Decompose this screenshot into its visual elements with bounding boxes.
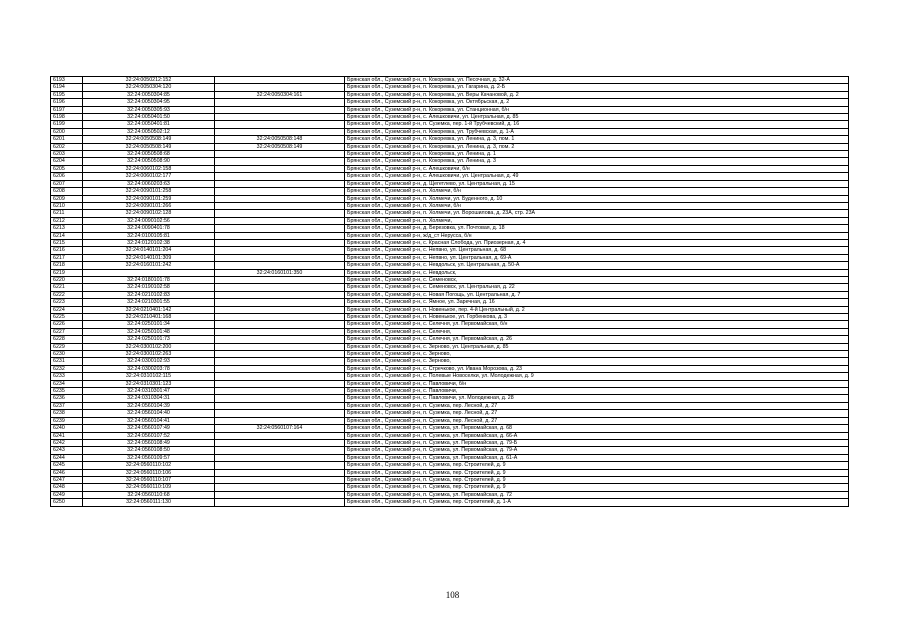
row-number-cell: 6221 [51, 284, 83, 291]
row-number-cell: 6231 [51, 358, 83, 365]
cadastral-number-cell: 32:24:0060102:158 [83, 165, 215, 172]
cadastral-number-cell: 32:24:0090102:56 [83, 217, 215, 224]
row-number-cell: 6212 [51, 217, 83, 224]
address-cell: Брянская обл., Суземский р-н, п. Холмечи, ул. Ворошилова, д. 23А, стр. 23А [345, 210, 849, 217]
table-row [51, 402, 849, 409]
table-row [51, 239, 849, 246]
cadastral-number-cell: 32:24:0250101:73 [83, 336, 215, 343]
table-row [51, 276, 849, 283]
address-cell: Брянская обл., Суземский р-н, п. Кокоревка, ул. Трубчевская, д. 1-А [345, 128, 849, 135]
address-cell: Брянская обл., Суземский р-н, п. Суземка, пер. Строителей, д. 9 [345, 462, 849, 469]
row-number-cell: 6215 [51, 239, 83, 246]
cadastral-number-cell: 32:24:0300102:93 [83, 358, 215, 365]
row-number-cell: 6232 [51, 365, 83, 372]
address-cell: Брянская обл., Суземский р-н, с. Непвно, ул. Центральная, д. 68 [345, 247, 849, 254]
table-row [51, 136, 849, 143]
cadastral-number-cell: 32:24:0210401:168 [83, 314, 215, 321]
address-cell: Брянская обл., Суземский р-н, п. Суземка, пер. 1-й Трубчевский, д. 16 [345, 121, 849, 128]
row-number-cell: 6222 [51, 291, 83, 298]
related-cadastral-number-cell [215, 106, 345, 113]
related-cadastral-number-cell [215, 343, 345, 350]
address-cell: Брянская обл., Суземский р-н, п. Суземка, пер. Лесной, д. 27 [345, 410, 849, 417]
cadastral-number-cell: 32:24:0190102:58 [83, 284, 215, 291]
address-cell: Брянская обл., Суземский р-н, с. Зерново, ул. Центральная, д. 85 [345, 343, 849, 350]
cadastral-number-cell: 32:24:0100105:81 [83, 232, 215, 239]
row-number-cell: 6194 [51, 84, 83, 91]
row-number-cell: 6209 [51, 195, 83, 202]
registry-table [50, 76, 849, 507]
related-cadastral-number-cell [215, 417, 345, 424]
address-cell: Брянская обл., Суземский р-н, п. Суземка, ул. Первомайская, д. 79-Б [345, 439, 849, 446]
address-cell: Брянская обл., Суземский р-н, п. Холмечи, б/н [345, 188, 849, 195]
address-cell: Брянская обл., Суземский р-н, п. Суземка, ул. Первомайская, д. 66-А [345, 432, 849, 439]
row-number-cell: 6240 [51, 425, 83, 432]
table-row [51, 454, 849, 461]
related-cadastral-number-cell [215, 121, 345, 128]
cadastral-number-cell: 32:24:0050304:95 [83, 99, 215, 106]
row-number-cell: 6198 [51, 114, 83, 121]
cadastral-number-cell: 32:24:0300102:200 [83, 343, 215, 350]
table-row [51, 432, 849, 439]
address-cell: Брянская обл., Суземский р-н, п. Кокоревка, ул. Веры Качановой, д. 2 [345, 91, 849, 98]
related-cadastral-number-cell [215, 151, 345, 158]
related-cadastral-number-cell [215, 373, 345, 380]
related-cadastral-number-cell [215, 439, 345, 446]
address-cell: Брянская обл., Суземский р-н, с. Невдольск, [345, 269, 849, 276]
cadastral-number-cell: 32:24:0050508:68 [83, 151, 215, 158]
row-number-cell: 6205 [51, 165, 83, 172]
table-row [51, 188, 849, 195]
table-row [51, 151, 849, 158]
related-cadastral-number-cell [215, 499, 345, 506]
address-cell: Брянская обл., Суземский р-н, п. Суземка, ул. Первомайская, д. 68 [345, 425, 849, 432]
address-cell: Брянская обл., Суземский р-н, п. Кокоревка, ул. Ленина, д. 3, пом. 2 [345, 143, 849, 150]
related-cadastral-number-cell [215, 484, 345, 491]
table-row [51, 417, 849, 424]
table-row [51, 328, 849, 335]
related-cadastral-number-cell [215, 225, 345, 232]
address-cell: Брянская обл., Суземский р-н, п. Холмечи, [345, 217, 849, 224]
related-cadastral-number-cell [215, 99, 345, 106]
address-cell: Брянская обл., Суземский р-н, с. Зерново, [345, 358, 849, 365]
row-number-cell: 6229 [51, 343, 83, 350]
cadastral-number-cell: 32:24:0180101:78 [83, 276, 215, 283]
address-cell: Брянская обл., Суземский р-н, с. Стречково, ул. Ивана Морозова, д. 23 [345, 365, 849, 372]
related-cadastral-number-cell [215, 328, 345, 335]
cadastral-number-cell: 32:24:0310304:31 [83, 395, 215, 402]
table-row [51, 380, 849, 387]
address-cell: Брянская обл., Суземский р-н, п. Кокоревка, ул. Октябрьская, д. 2 [345, 99, 849, 106]
address-cell: Брянская обл., Суземский р-н, с. Непвно, ул. Центральная, д. 69-А [345, 254, 849, 261]
row-number-cell: 6214 [51, 232, 83, 239]
row-number-cell: 6248 [51, 484, 83, 491]
cadastral-number-cell: 32:24:0090401:78 [83, 225, 215, 232]
cadastral-number-cell: 32:24:0560108:49 [83, 439, 215, 446]
cadastral-number-cell: 32:24:0210301:55 [83, 299, 215, 306]
table-row [51, 165, 849, 172]
row-number-cell: 6211 [51, 210, 83, 217]
table-row [51, 143, 849, 150]
related-cadastral-number-cell [215, 114, 345, 121]
table-row [51, 269, 849, 276]
row-number-cell: 6202 [51, 143, 83, 150]
cadastral-number-cell: 32:24:0560110:109 [83, 484, 215, 491]
row-number-cell: 6206 [51, 173, 83, 180]
address-cell: Брянская обл., Суземский р-н, с. Семеновск, ул. Центральная, д. 22 [345, 284, 849, 291]
table-row [51, 476, 849, 483]
address-cell: Брянская обл., Суземский р-н, п. Новенькое, ул. Горбенкова, д. 3 [345, 314, 849, 321]
address-cell: Брянская обл., Суземский р-н, п. Суземка, ул. Первомайская, д. 61-А [345, 454, 849, 461]
row-number-cell: 6204 [51, 158, 83, 165]
cadastral-number-cell: 32:24:0560110:102 [83, 462, 215, 469]
address-cell: Брянская обл., Суземский р-н, с. Селечня, ул. Первомайская, д. 26 [345, 336, 849, 343]
row-number-cell: 6213 [51, 225, 83, 232]
row-number-cell: 6218 [51, 262, 83, 269]
address-cell: Брянская обл., Суземский р-н, с. Селечня, [345, 328, 849, 335]
table-row [51, 351, 849, 358]
row-number-cell: 6242 [51, 439, 83, 446]
address-cell: Брянская обл., Суземский р-н, п. Суземка, пер. Строителей, д. 1-А [345, 499, 849, 506]
related-cadastral-number-cell [215, 469, 345, 476]
related-cadastral-number-cell [215, 380, 345, 387]
row-number-cell: 6193 [51, 77, 83, 84]
row-number-cell: 6208 [51, 188, 83, 195]
related-cadastral-number-cell [215, 402, 345, 409]
row-number-cell: 6210 [51, 202, 83, 209]
related-cadastral-number-cell [215, 128, 345, 135]
registry-table-body [51, 77, 849, 507]
related-cadastral-number-cell [215, 210, 345, 217]
address-cell: Брянская обл., Суземский р-н, с. Полевые Новоселки, ул. Молодежная, д. 9 [345, 373, 849, 380]
related-cadastral-number-cell: 32:24:0560107:164 [215, 425, 345, 432]
related-cadastral-number-cell [215, 217, 345, 224]
row-number-cell: 6230 [51, 351, 83, 358]
row-number-cell: 6224 [51, 306, 83, 313]
row-number-cell: 6246 [51, 469, 83, 476]
address-cell: Брянская обл., Суземский р-н, с. Алешковичи, ул. Центральная, д. 49 [345, 173, 849, 180]
related-cadastral-number-cell [215, 299, 345, 306]
related-cadastral-number-cell [215, 284, 345, 291]
address-cell: Брянская обл., Суземский р-н, п. Суземка, ул. Первомайская, д. 72 [345, 491, 849, 498]
related-cadastral-number-cell [215, 454, 345, 461]
row-number-cell: 6238 [51, 410, 83, 417]
cadastral-number-cell: 32:24:0310301:123 [83, 380, 215, 387]
address-cell: Брянская обл., Суземский р-н, с. Павловичи, [345, 388, 849, 395]
address-cell: Брянская обл., Суземский р-н, с. Зерново, [345, 351, 849, 358]
related-cadastral-number-cell: 32:24:0050304:161 [215, 91, 345, 98]
table-row [51, 195, 849, 202]
row-number-cell: 6243 [51, 447, 83, 454]
row-number-cell: 6247 [51, 476, 83, 483]
row-number-cell: 6236 [51, 395, 83, 402]
table-row [51, 425, 849, 432]
address-cell: Брянская обл., Суземский р-н, д. Березовка, ул. Почтовая, д. 18 [345, 225, 849, 232]
address-cell: Брянская обл., Суземский р-н, с. Алешковичи, ул. Центральная, д. 85 [345, 114, 849, 121]
cadastral-number-cell [83, 269, 215, 276]
address-cell: Брянская обл., Суземский р-н, п. Суземка, пер. Строителей, д. 9 [345, 469, 849, 476]
table-row [51, 299, 849, 306]
cadastral-number-cell: 32:24:0560104:41 [83, 417, 215, 424]
address-cell: Брянская обл., Суземский р-н, п. Кокоревка, ул. Ленина, д. 3 [345, 158, 849, 165]
table-row [51, 114, 849, 121]
table-row [51, 358, 849, 365]
related-cadastral-number-cell [215, 432, 345, 439]
cadastral-number-cell: 32:24:0560107:49 [83, 425, 215, 432]
address-cell: Брянская обл., Суземский р-н, п. Кокоревка, ул. Гагарина, д. 2-Б [345, 84, 849, 91]
related-cadastral-number-cell [215, 180, 345, 187]
row-number-cell: 6216 [51, 247, 83, 254]
table-row [51, 447, 849, 454]
table-row [51, 232, 849, 239]
address-cell: Брянская обл., Суземский р-н, п. Кокоревка, ул. Ленина, д. 3, пом. 1 [345, 136, 849, 143]
table-row [51, 491, 849, 498]
row-number-cell: 6200 [51, 128, 83, 135]
table-row [51, 247, 849, 254]
related-cadastral-number-cell: 32:24:0050508:149 [215, 143, 345, 150]
table-row [51, 84, 849, 91]
related-cadastral-number-cell [215, 202, 345, 209]
address-cell: Брянская обл., Суземский р-н, п. Кокоревка, ул. Станционная, б/н [345, 106, 849, 113]
table-row [51, 373, 849, 380]
cadastral-number-cell: 32:24:0560108:50 [83, 447, 215, 454]
row-number-cell: 6197 [51, 106, 83, 113]
cadastral-number-cell: 32:24:0090101:258 [83, 188, 215, 195]
table-row [51, 410, 849, 417]
table-row [51, 180, 849, 187]
cadastral-number-cell: 32:24:0050508:149 [83, 143, 215, 150]
row-number-cell: 6196 [51, 99, 83, 106]
table-row [51, 262, 849, 269]
cadastral-number-cell: 32:24:0310301:47 [83, 388, 215, 395]
address-cell: Брянская обл., Суземский р-н, с. Невдольск, ул. Центральная, д. 50-А [345, 262, 849, 269]
related-cadastral-number-cell [215, 77, 345, 84]
address-cell: Брянская обл., Суземский р-н, ж/д_ст Неруссa, б/н [345, 232, 849, 239]
table-row [51, 91, 849, 98]
table-row [51, 365, 849, 372]
related-cadastral-number-cell [215, 232, 345, 239]
table-row [51, 106, 849, 113]
related-cadastral-number-cell [215, 262, 345, 269]
row-number-cell: 6235 [51, 388, 83, 395]
cadastral-number-cell: 32:24:0250101:34 [83, 321, 215, 328]
table-row [51, 388, 849, 395]
cadastral-number-cell: 32:24:0560110:68 [83, 491, 215, 498]
cadastral-number-cell: 32:24:0560109:57 [83, 454, 215, 461]
address-cell: Брянская обл., Суземский р-н, с. Павловичи, б/н [345, 380, 849, 387]
row-number-cell: 6245 [51, 462, 83, 469]
address-cell: Брянская обл., Суземский р-н, с. Селечня, ул. Первомайская, б/н [345, 321, 849, 328]
table-row [51, 499, 849, 506]
cadastral-number-cell: 32:24:0050401:81 [83, 121, 215, 128]
table-row [51, 173, 849, 180]
related-cadastral-number-cell [215, 491, 345, 498]
cadastral-number-cell: 32:24:0050304:120 [83, 84, 215, 91]
row-number-cell: 6195 [51, 91, 83, 98]
related-cadastral-number-cell [215, 239, 345, 246]
related-cadastral-number-cell [215, 195, 345, 202]
related-cadastral-number-cell [215, 188, 345, 195]
table-row [51, 158, 849, 165]
cadastral-number-cell: 32:24:0050508:90 [83, 158, 215, 165]
address-cell: Брянская обл., Суземский р-н, п. Кокоревка, ул. Ленина, д. 1 [345, 151, 849, 158]
cadastral-number-cell: 32:24:0300102:263 [83, 351, 215, 358]
related-cadastral-number-cell [215, 447, 345, 454]
table-row [51, 439, 849, 446]
related-cadastral-number-cell [215, 358, 345, 365]
related-cadastral-number-cell [215, 276, 345, 283]
related-cadastral-number-cell [215, 336, 345, 343]
table-row [51, 99, 849, 106]
related-cadastral-number-cell [215, 365, 345, 372]
related-cadastral-number-cell [215, 388, 345, 395]
cadastral-number-cell: 32:24:0210401:142 [83, 306, 215, 313]
table-row [51, 484, 849, 491]
cadastral-number-cell: 32:24:0210102:83 [83, 291, 215, 298]
row-number-cell: 6227 [51, 328, 83, 335]
cadastral-number-cell: 32:24:0250101:48 [83, 328, 215, 335]
cadastral-number-cell: 32:24:0300203:78 [83, 365, 215, 372]
table-row [51, 395, 849, 402]
cadastral-number-cell: 32:24:0140101:204 [83, 247, 215, 254]
row-number-cell: 6228 [51, 336, 83, 343]
cadastral-number-cell: 32:24:0120102:38 [83, 239, 215, 246]
related-cadastral-number-cell [215, 165, 345, 172]
row-number-cell: 6250 [51, 499, 83, 506]
row-number-cell: 6220 [51, 276, 83, 283]
cadastral-number-cell: 32:24:0050401:50 [83, 114, 215, 121]
table-row [51, 77, 849, 84]
row-number-cell: 6239 [51, 417, 83, 424]
cadastral-number-cell: 32:24:0060102:177 [83, 173, 215, 180]
row-number-cell: 6219 [51, 269, 83, 276]
cadastral-number-cell: 32:24:0050304:85 [83, 91, 215, 98]
row-number-cell: 6233 [51, 373, 83, 380]
related-cadastral-number-cell [215, 291, 345, 298]
related-cadastral-number-cell [215, 462, 345, 469]
related-cadastral-number-cell: 32:24:0050508:148 [215, 136, 345, 143]
address-cell: Брянская обл., Суземский р-н, с. Павловичи, ул. Молодежная, д. 28 [345, 395, 849, 402]
address-cell: Брянская обл., Суземский р-н, п. Суземка, пер. Строителей, д. 9 [345, 476, 849, 483]
address-cell: Брянская обл., Суземский р-н, п. Суземка, пер. Строителей, д. 9 [345, 484, 849, 491]
cadastral-number-cell: 32:24:0560110:106 [83, 469, 215, 476]
address-cell: Брянская обл., Суземский р-н, д. Щегетлево, ул. Центральная, д. 15 [345, 180, 849, 187]
address-cell: Брянская обл., Суземский р-н, с. Красная Слобода, ул. Приозерная, д. 4 [345, 239, 849, 246]
row-number-cell: 6201 [51, 136, 83, 143]
table-row [51, 306, 849, 313]
row-number-cell: 6226 [51, 321, 83, 328]
row-number-cell: 6237 [51, 402, 83, 409]
cadastral-number-cell: 32:24:0090101:259 [83, 195, 215, 202]
row-number-cell: 6225 [51, 314, 83, 321]
row-number-cell: 6199 [51, 121, 83, 128]
address-cell: Брянская обл., Суземский р-н, п. Новенькое, пер. 4-й Центральный, д. 2 [345, 306, 849, 313]
page-number: 108 [445, 590, 460, 600]
related-cadastral-number-cell [215, 84, 345, 91]
row-number-cell: 6217 [51, 254, 83, 261]
table-row [51, 217, 849, 224]
table-row [51, 210, 849, 217]
table-row [51, 343, 849, 350]
related-cadastral-number-cell [215, 395, 345, 402]
cadastral-number-cell: 32:24:0050502:12 [83, 128, 215, 135]
row-number-cell: 6203 [51, 151, 83, 158]
cadastral-number-cell: 32:24:0310102:115 [83, 373, 215, 380]
related-cadastral-number-cell [215, 254, 345, 261]
row-number-cell: 6249 [51, 491, 83, 498]
cadastral-number-cell: 32:24:0090102:128 [83, 210, 215, 217]
cadastral-number-cell: 32:24:0050508:149 [83, 136, 215, 143]
row-number-cell: 6244 [51, 454, 83, 461]
related-cadastral-number-cell [215, 314, 345, 321]
related-cadastral-number-cell [215, 306, 345, 313]
cadastral-number-cell: 32:24:0160101:242 [83, 262, 215, 269]
cadastral-number-cell: 32:24:0090101:266 [83, 202, 215, 209]
table-row [51, 291, 849, 298]
address-cell: Брянская обл., Суземский р-н, п. Суземка, пер. Лесной, д. 27 [345, 417, 849, 424]
table-row [51, 462, 849, 469]
address-cell: Брянская обл., Суземский р-н, п. Холмечи, ул. Буденного, д. 10 [345, 195, 849, 202]
related-cadastral-number-cell: 32:24:0160101:350 [215, 269, 345, 276]
cadastral-number-cell: 32:24:0560111:130 [83, 499, 215, 506]
related-cadastral-number-cell [215, 158, 345, 165]
row-number-cell: 6207 [51, 180, 83, 187]
cadastral-number-cell: 32:24:0560104:39 [83, 402, 215, 409]
cadastral-number-cell: 32:24:0050305:93 [83, 106, 215, 113]
table-row [51, 314, 849, 321]
cadastral-number-cell: 32:24:0560107:52 [83, 432, 215, 439]
table-row [51, 469, 849, 476]
cadastral-number-cell: 32:24:0060203:63 [83, 180, 215, 187]
table-row [51, 202, 849, 209]
table-row [51, 128, 849, 135]
row-number-cell: 6223 [51, 299, 83, 306]
table-row [51, 225, 849, 232]
address-cell: Брянская обл., Суземский р-н, с. Семеновск, [345, 276, 849, 283]
cadastral-number-cell: 32:24:0140101:309 [83, 254, 215, 261]
row-number-cell: 6241 [51, 432, 83, 439]
related-cadastral-number-cell [215, 321, 345, 328]
cadastral-number-cell: 32:24:0560104:40 [83, 410, 215, 417]
row-number-cell: 6234 [51, 380, 83, 387]
table-row [51, 336, 849, 343]
related-cadastral-number-cell [215, 351, 345, 358]
address-cell: Брянская обл., Суземский р-н, п. Холмечи, б/н [345, 202, 849, 209]
related-cadastral-number-cell [215, 410, 345, 417]
related-cadastral-number-cell [215, 173, 345, 180]
address-cell: Брянская обл., Суземский р-н, с. Алешковичи, б/н [345, 165, 849, 172]
table-row [51, 321, 849, 328]
related-cadastral-number-cell [215, 247, 345, 254]
table-row [51, 284, 849, 291]
address-cell: Брянская обл., Суземский р-н, п. Суземка, пер. Лесной, д. 27 [345, 402, 849, 409]
cadastral-number-cell: 32:24:0050212:152 [83, 77, 215, 84]
address-cell: Брянская обл., Суземский р-н, с. Новая Погощь, ул. Центральная, д. 7 [345, 291, 849, 298]
cadastral-number-cell: 32:24:0560110:107 [83, 476, 215, 483]
table-row [51, 121, 849, 128]
address-cell: Брянская обл., Суземский р-н, с. Ямное, ул. Заречная, д. 16 [345, 299, 849, 306]
related-cadastral-number-cell [215, 476, 345, 483]
table-row [51, 254, 849, 261]
address-cell: Брянская обл., Суземский р-н, п. Суземка, ул. Первомайская, д. 79-А [345, 447, 849, 454]
address-cell: Брянская обл., Суземский р-н, п. Кокоревка, ул. Песочная, д. 32-А [345, 77, 849, 84]
